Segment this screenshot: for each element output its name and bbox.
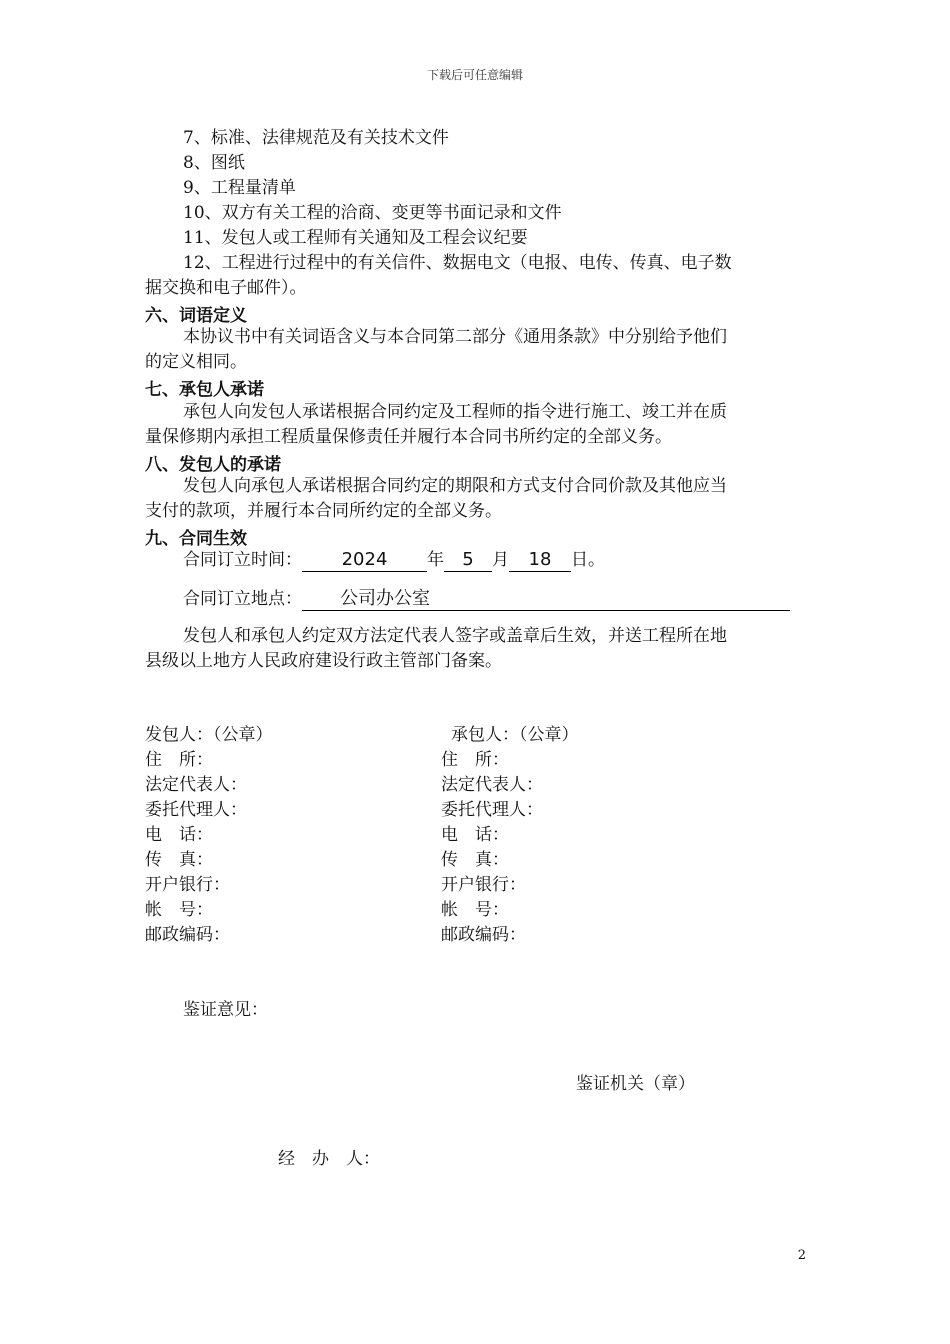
section-7-line2: 量保修期内承担工程质量保修责任并履行本合同书所约定的全部义务。 (145, 427, 672, 447)
verification-opinion: 鉴证意见： (183, 1000, 268, 1020)
list-item-10: 10、双方有关工程的洽商、变更等书面记录和文件 (183, 203, 562, 223)
contract-place (302, 588, 790, 611)
month-unit: 月 (492, 550, 509, 570)
contract-date-label: 合同订立时间： (183, 550, 302, 570)
employer-bank: 开户银行： (145, 875, 230, 895)
contract-place-value: 公司办公室 (340, 588, 430, 609)
verification-authority: 鉴证机关（章） (576, 1074, 695, 1094)
section-8-line2: 支付的款项，并履行本合同所约定的全部义务。 (145, 501, 502, 521)
list-item-7: 7、标准、法律规范及有关技术文件 (183, 128, 449, 148)
section-7-title: 七、承包人承诺 (145, 380, 264, 400)
contractor-block (441, 723, 579, 948)
contractor-postcode: 邮政编码： (441, 925, 526, 945)
section-6-line2: 的定义相同。 (145, 352, 247, 372)
contractor-seal: 承包人：（公章） (451, 725, 579, 745)
list-item-12-line1: 12、工程进行过程中的有关信件、数据电文（电报、电传、传真、电子数 (183, 253, 732, 273)
employer-seal: 发包人：（公章） (145, 725, 273, 745)
section-6-title: 六、词语定义 (145, 306, 247, 326)
contractor-fax: 传 真： (441, 850, 509, 870)
section-6-line1: 本协议书中有关词语含义与本合同第二部分《通用条款》中分别给予他们 (183, 327, 727, 347)
employer-account: 帐 号： (145, 900, 213, 920)
contract-day: 18 (509, 549, 571, 572)
handler-label: 经 办 人： (278, 1149, 380, 1169)
contract-place-row (183, 587, 790, 612)
contract-month: 5 (444, 549, 492, 572)
contractor-address: 住 所： (441, 750, 509, 770)
list-item-12-line2: 据交换和电子邮件）。 (145, 278, 307, 298)
section-8-line1: 发包人向承包人承诺根据合同约定的期限和方式支付合同价款及其他应当 (183, 476, 727, 496)
section-7-line1: 承包人向发包人承诺根据合同约定及工程师的指令进行施工、竣工并在质 (183, 402, 727, 422)
contractor-bank: 开户银行： (441, 875, 526, 895)
contractor-agent: 委托代理人： (441, 800, 543, 820)
section-9-title: 九、合同生效 (145, 529, 247, 549)
employer-address: 住 所： (145, 750, 213, 770)
employer-legal-rep: 法定代表人： (145, 775, 247, 795)
list-item-8: 8、图纸 (183, 153, 245, 173)
year-unit: 年 (427, 550, 444, 570)
section-8-title: 八、发包人的承诺 (145, 455, 281, 475)
day-unit: 日。 (571, 550, 605, 570)
contractor-account: 帐 号： (441, 900, 509, 920)
list-item-9: 9、工程量清单 (183, 178, 296, 198)
employer-block (145, 723, 273, 948)
contractor-phone: 电 话： (441, 825, 509, 845)
employer-phone: 电 话： (145, 825, 213, 845)
contractor-legal-rep: 法定代表人： (441, 775, 543, 795)
employer-agent: 委托代理人： (145, 800, 247, 820)
employer-fax: 传 真： (145, 850, 213, 870)
contract-place-label: 合同订立地点： (183, 589, 302, 609)
contract-year: 2024 (302, 549, 427, 572)
list-item-11: 11、发包人或工程师有关通知及工程会议纪要 (183, 228, 528, 248)
section-9-line1: 发包人和承包人约定双方法定代表人签字或盖章后生效，并送工程所在地 (183, 626, 727, 646)
contract-date-row (183, 548, 605, 573)
employer-postcode: 邮政编码： (145, 925, 230, 945)
section-9-line2: 县级以上地方人民政府建设行政主管部门备案。 (145, 651, 502, 671)
page-number: 2 (797, 1248, 806, 1263)
page-header: 下载后可任意编辑 (426, 68, 523, 82)
